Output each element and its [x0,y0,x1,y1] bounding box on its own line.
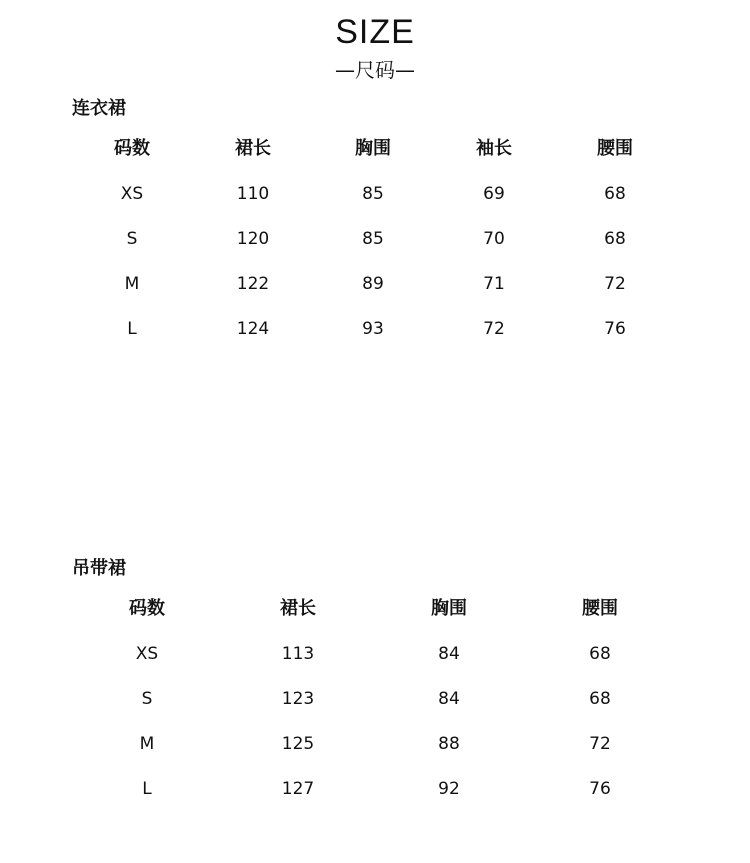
value-cell: 70 [483,229,505,249]
value-cell: 92 [438,779,460,799]
value-cell: 125 [281,734,315,754]
table-row [0,316,750,342]
size-cell: M [124,274,140,294]
value-cell: 113 [281,644,315,664]
size-cell: XS [135,644,159,664]
slip-dress-section-label: 吊带裙 [72,558,126,579]
value-cell: 72 [589,734,611,754]
size-cell: M [139,734,155,754]
column-header: 裙长 [280,598,316,619]
table-header-row [0,596,750,622]
value-cell: 89 [362,274,384,294]
table-row [0,226,750,252]
value-cell: 123 [281,689,315,709]
column-header: 胸围 [355,138,391,159]
table-row [0,641,750,667]
table-row [0,271,750,297]
table-row [0,776,750,802]
table-row [0,731,750,757]
value-cell: 84 [438,689,460,709]
value-cell: 68 [589,644,611,664]
value-cell: 127 [281,779,315,799]
value-cell: 120 [236,229,270,249]
value-cell: 68 [604,229,626,249]
table-row [0,181,750,207]
column-header: 码数 [114,138,150,159]
value-cell: 88 [438,734,460,754]
table-header-row [0,136,750,162]
size-cell: XS [120,184,144,204]
column-header: 胸围 [431,598,467,619]
value-cell: 93 [362,319,384,339]
value-cell: 76 [604,319,626,339]
value-cell: 84 [438,644,460,664]
value-cell: 71 [483,274,505,294]
value-cell: 72 [604,274,626,294]
value-cell: 68 [604,184,626,204]
column-header: 裙长 [235,138,271,159]
size-cell: S [126,229,138,249]
size-cell: S [141,689,153,709]
value-cell: 72 [483,319,505,339]
value-cell: 68 [589,689,611,709]
value-cell: 124 [236,319,270,339]
column-header: 腰围 [597,138,633,159]
column-header: 袖长 [476,138,512,159]
value-cell: 85 [362,184,384,204]
value-cell: 69 [483,184,505,204]
column-header: 腰围 [582,598,618,619]
column-header: 码数 [129,598,165,619]
value-cell: 122 [236,274,270,294]
size-cell: L [142,779,152,799]
value-cell: 110 [236,184,270,204]
page-subtitle: —尺码— [335,58,415,82]
value-cell: 76 [589,779,611,799]
value-cell: 85 [362,229,384,249]
page-title: SIZE [335,13,415,51]
size-cell: L [127,319,137,339]
table-row [0,686,750,712]
dress-section-label: 连衣裙 [72,98,126,119]
